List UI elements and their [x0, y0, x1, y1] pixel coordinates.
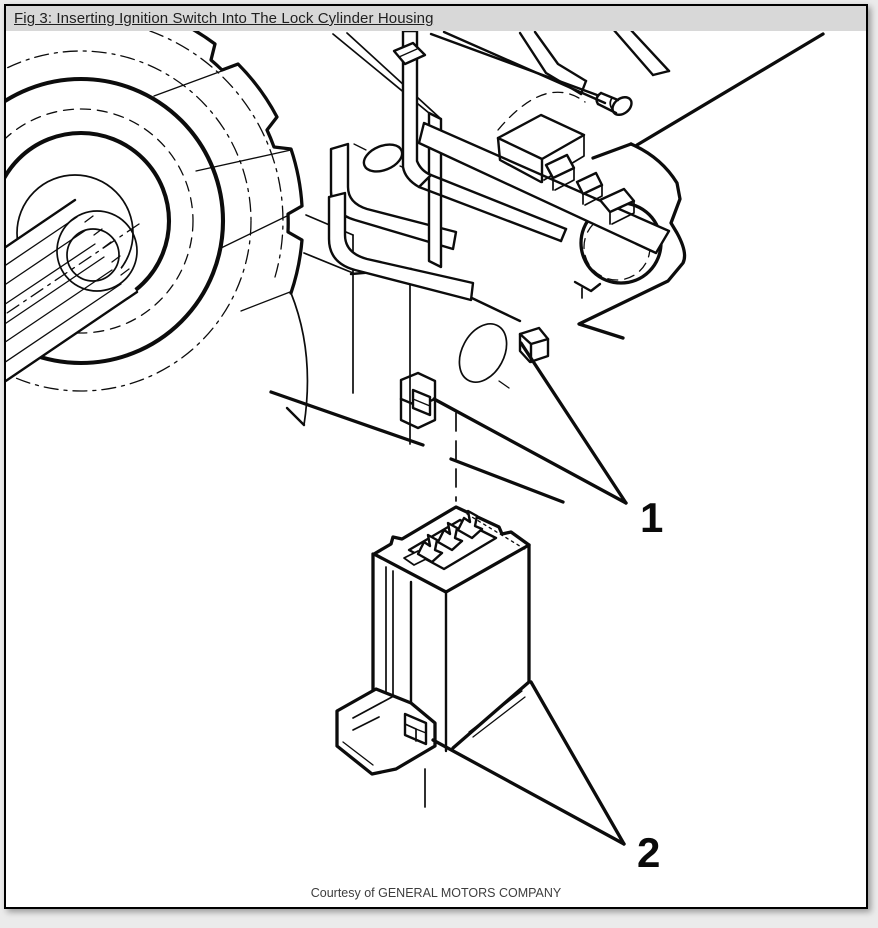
bracket-hole	[360, 139, 406, 176]
callout-label-2: 2	[637, 829, 661, 876]
mounting-bracket-assembly	[329, 31, 669, 300]
figure-title-bar	[6, 6, 866, 31]
ignition-switch-diagram	[6, 31, 862, 879]
pivot-pin	[597, 93, 635, 118]
ignition-switch	[337, 507, 529, 807]
figure-frame	[4, 4, 868, 909]
callout-label-1: 1	[640, 494, 664, 541]
figure-title: Fig 3: Inserting Ignition Switch Into The Lock Cylinder Housing	[14, 10, 434, 27]
switch-flange	[337, 689, 435, 774]
lock-cylinder	[6, 51, 251, 410]
courtesy-credit: Courtesy of GENERAL MOTORS COMPANY	[310, 886, 562, 900]
housing-slot	[401, 373, 435, 428]
